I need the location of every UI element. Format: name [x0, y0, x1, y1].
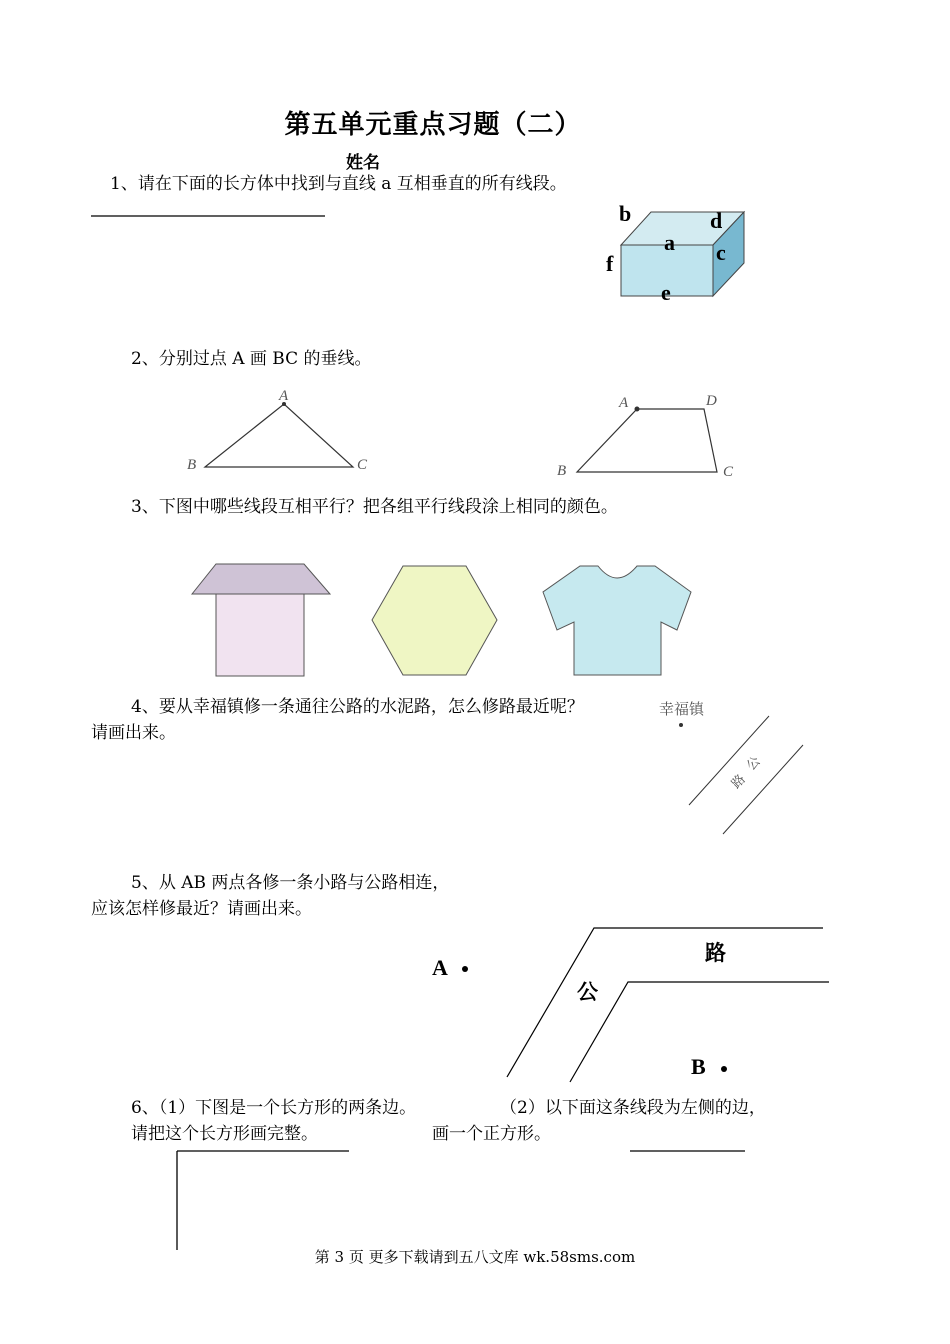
cuboid-label-c: c	[716, 240, 726, 265]
point-a-dot	[635, 407, 640, 412]
cuboid-label-a: a	[664, 230, 675, 255]
question-4-line-2: 请画出来。	[91, 723, 176, 743]
point-a-dot	[462, 966, 468, 972]
house-roof	[192, 564, 330, 594]
trapezoid-label-d: D	[706, 393, 717, 409]
road-figure-q5	[462, 928, 829, 1082]
cuboid-label-b: b	[619, 201, 632, 226]
trapezoid-abcd	[577, 409, 717, 472]
triangle-label-c: C	[357, 457, 368, 473]
point-a-label: A	[432, 955, 448, 980]
trapezoid-label-a: A	[619, 395, 629, 411]
road-edge-upper	[507, 928, 823, 1077]
question-6-line-1-right: （2）以下面这条线段为左侧的边，	[500, 1098, 766, 1118]
road-label-gong: 公	[577, 979, 598, 1004]
point-b-dot	[721, 1066, 727, 1072]
question-6-line-2-left: 请把这个长方形画完整。	[131, 1124, 318, 1144]
triangle-label-a: A	[279, 388, 289, 404]
trapezoid-label-b: B	[557, 463, 567, 479]
trapezoid-label-c: C	[723, 464, 734, 480]
town-label: 幸福镇	[659, 700, 705, 718]
town-dot	[679, 723, 683, 727]
question-4-line-1: 4、要从幸福镇修一条通往公路的水泥路，怎么修路最近呢？	[131, 697, 584, 717]
question-3-text: 3、下图中哪些线段互相平行？把各组平行线段涂上相同的颜色。	[131, 497, 618, 517]
triangle-abc	[205, 404, 353, 467]
question-1-text: 1、请在下面的长方体中找到与直线 a 互相垂直的所有线段。	[110, 174, 567, 194]
question-6-line-1-left: 6、（1）下图是一个长方形的两条边。	[131, 1098, 417, 1118]
triangle-figure	[205, 402, 353, 467]
question-5-line-1: 5、从 AB 两点各修一条小路与公路相连，	[131, 873, 450, 893]
question-5-line-2: 应该怎样修最近？请画出来。	[91, 899, 312, 919]
cuboid-label-e: e	[661, 280, 671, 305]
question-2-text: 2、分别过点 A 画 BC 的垂线。	[131, 349, 372, 369]
hexagon-figure	[372, 566, 497, 675]
question-6-line-2-right: 画一个正方形。	[432, 1124, 551, 1144]
house-body	[216, 594, 304, 676]
road-edge-right	[723, 745, 803, 834]
road-char-2: 路	[729, 772, 749, 792]
trapezoid-figure	[577, 407, 717, 473]
road-label-lu: 路	[705, 940, 726, 965]
triangle-label-b: B	[187, 457, 197, 473]
tshirt-figure	[543, 566, 691, 675]
cuboid-label-d: d	[710, 208, 723, 233]
name-label: 姓名	[346, 153, 380, 173]
rectangle-two-sides	[177, 1151, 349, 1250]
page-title: 第五单元重点习题（二）	[284, 110, 582, 140]
point-b-label: B	[691, 1054, 706, 1079]
house-figure	[192, 564, 330, 676]
cuboid-label-f: f	[606, 251, 614, 276]
road-char-1: 公	[744, 754, 764, 774]
page-footer: 第 3 页 更多下载请到五八文库 wk.58sms.com	[314, 1248, 636, 1266]
